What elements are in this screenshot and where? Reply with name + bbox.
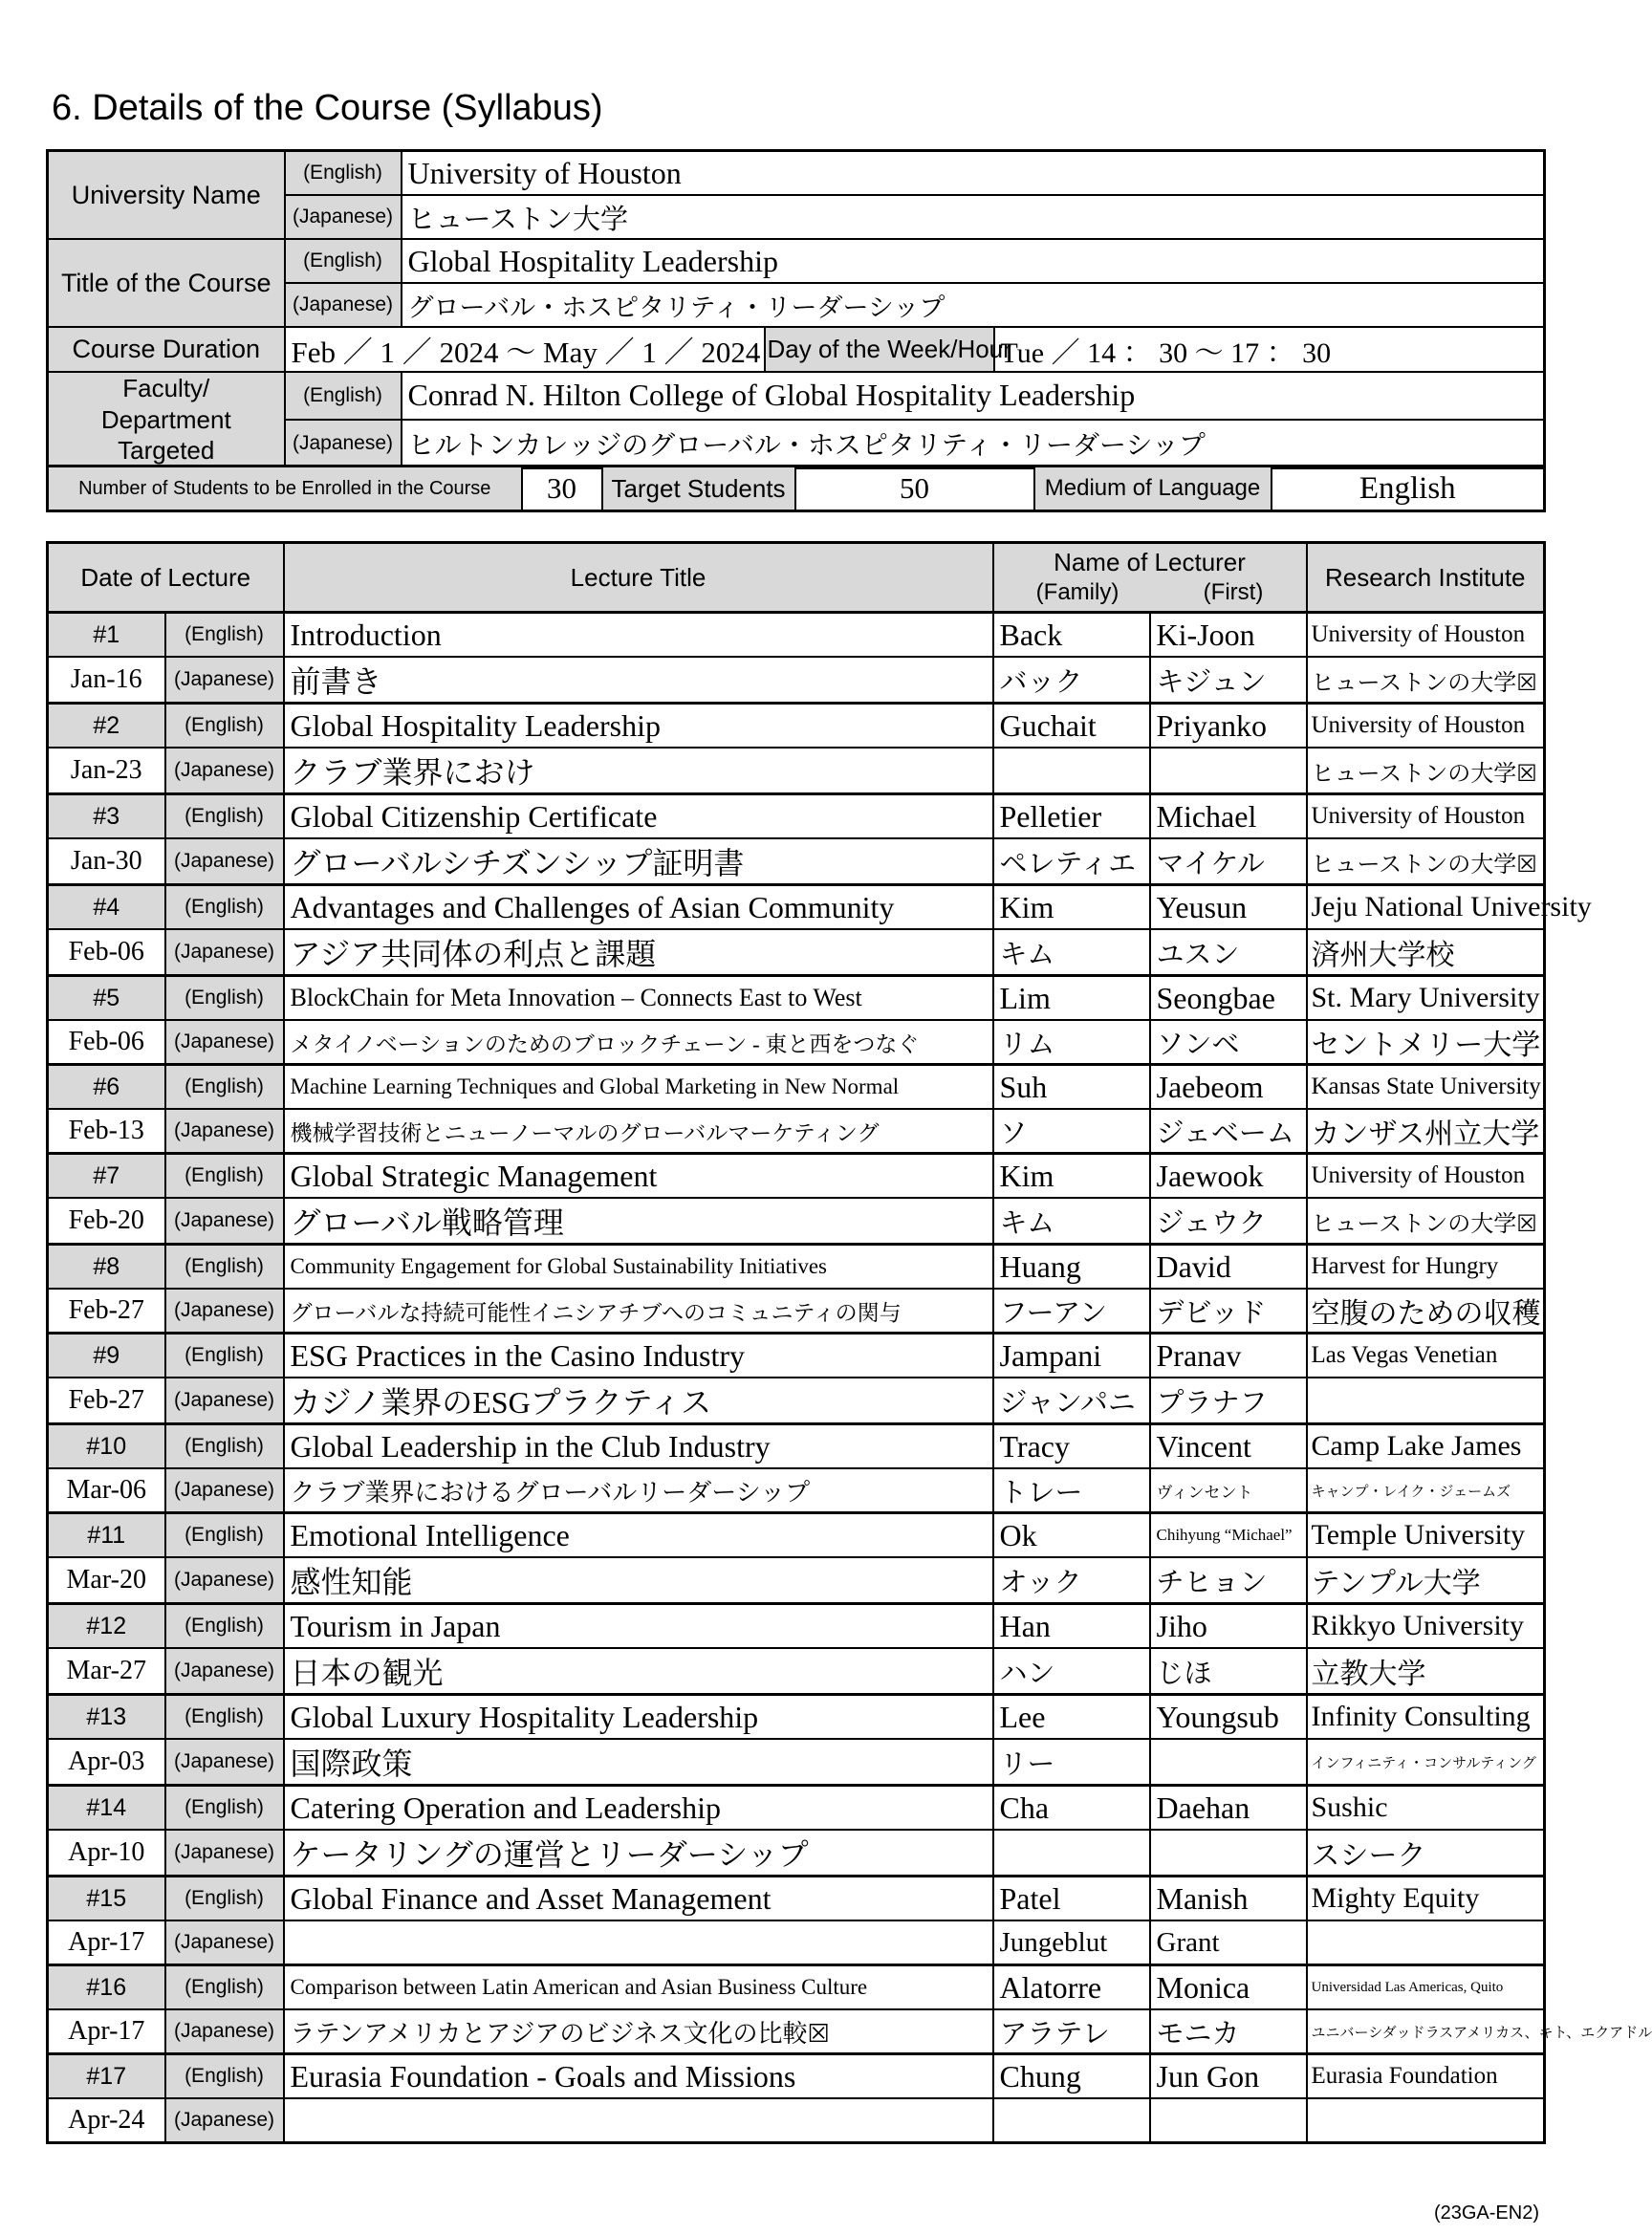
lecture-title-ja: 感性知能 <box>284 1557 993 1604</box>
english-tag: (English) <box>165 613 284 658</box>
research-institute-header: Research Institute <box>1307 543 1545 613</box>
japanese-tag: (Japanese) <box>165 2009 284 2054</box>
lecture-number: #7 <box>48 1154 165 1199</box>
lecturer-family-en: Lee <box>993 1695 1150 1740</box>
english-tag: (English) <box>285 151 402 196</box>
lecture-date: Apr-10 <box>48 1830 165 1877</box>
english-tag: (English) <box>165 976 284 1021</box>
lecturer-family-en: Han <box>993 1604 1150 1649</box>
lecture-number: #10 <box>48 1424 165 1469</box>
institute-en: Eurasia Foundation <box>1307 2054 1545 2099</box>
institute-ja: 立教大学 <box>1307 1648 1545 1695</box>
lecturer-first-en: Yeusun <box>1150 885 1307 930</box>
lecturer-family-ja: トレー <box>993 1468 1150 1513</box>
institute-en: Temple University <box>1307 1513 1545 1558</box>
english-tag: (English) <box>165 1154 284 1199</box>
english-tag: (English) <box>285 372 402 420</box>
lecturer-family-en: Cha <box>993 1786 1150 1831</box>
lecture-date: Apr-17 <box>48 2009 165 2054</box>
english-tag: (English) <box>165 794 284 839</box>
lecture-title-header: Lecture Title <box>284 543 993 613</box>
lecture-title-ja: 機械学習技術とニューノーマルのグローバルマーケティング <box>284 1109 993 1154</box>
english-tag: (English) <box>165 1786 284 1831</box>
lecture-title-ja: 前書き <box>284 657 993 704</box>
university-name-ja: ヒューストン大学 <box>402 195 1545 239</box>
lecture-row-ja <box>48 2098 1545 2143</box>
lecture-row-ja <box>48 1378 1545 1424</box>
lecturer-first-en: Ki-Joon <box>1150 613 1307 658</box>
lecture-row-en <box>48 613 1545 658</box>
lecture-number: #17 <box>48 2054 165 2099</box>
lecture-row-en <box>48 1154 1545 1199</box>
lecture-date: Apr-17 <box>48 1920 165 1965</box>
lecturer-first-ja: マイケル <box>1150 838 1307 885</box>
lecture-row-ja <box>48 2009 1545 2054</box>
lecture-date: Jan-30 <box>48 838 165 885</box>
lecturer-first-en: Michael <box>1150 794 1307 839</box>
lecture-row-ja <box>48 1289 1545 1334</box>
lecture-number: #1 <box>48 613 165 658</box>
lecture-title-en: Global Citizenship Certificate <box>284 794 993 839</box>
english-tag: (English) <box>165 1065 284 1110</box>
institute-ja: スシーク <box>1307 1830 1545 1877</box>
lecturer-family-en: Patel <box>993 1877 1150 1921</box>
institute-ja: ヒューストンの大学☒ <box>1307 748 1545 794</box>
lecture-row-en <box>48 1877 1545 1921</box>
lecture-title-en: Introduction <box>284 613 993 658</box>
lecturer-first-ja: ユスン <box>1150 929 1307 976</box>
lecturer-first-en: Chihyung “Michael” <box>1150 1513 1307 1558</box>
japanese-tag: (Japanese) <box>165 657 284 704</box>
lecture-date: Feb-27 <box>48 1378 165 1424</box>
lecture-row-ja <box>48 1830 1545 1877</box>
lecturer-family-en: Lim <box>993 976 1150 1021</box>
faculty-ja: ヒルトンカレッジのグローバル・ホスピタリティ・リーダーシップ <box>402 420 1545 467</box>
lecturer-first-ja <box>1150 1739 1307 1786</box>
lecturer-first-ja <box>1150 1830 1307 1877</box>
japanese-tag: (Japanese) <box>165 1648 284 1695</box>
english-tag: (English) <box>165 1695 284 1740</box>
institute-en: Kansas State University <box>1307 1065 1545 1110</box>
institute-ja: ヒューストンの大学☒ <box>1307 838 1545 885</box>
institute-ja <box>1307 1920 1545 1965</box>
lecture-row-en <box>48 1513 1545 1558</box>
lecturer-family-en: Alatorre <box>993 1965 1150 2010</box>
lecture-title-en: Global Finance and Asset Management <box>284 1877 993 1921</box>
lecture-date: Feb-13 <box>48 1109 165 1154</box>
family-header: (Family) <box>1035 579 1119 605</box>
course-title-ja: グローバル・ホスピタリティ・リーダーシップ <box>402 283 1545 327</box>
lecture-row-ja <box>48 1920 1545 1965</box>
lecturer-first-ja: ジェウク <box>1150 1198 1307 1245</box>
day-hour-value: Tue ／ 14 ： 30 ～ 17 ： 30 <box>994 327 1545 372</box>
lecture-row-ja <box>48 1109 1545 1154</box>
lecturer-header-label: Name of Lecturer <box>1054 548 1246 576</box>
faculty-label: Faculty/ Department Targeted <box>48 372 285 467</box>
lecture-title-ja: カジノ業界のESGプラクティス <box>284 1378 993 1424</box>
lecture-title-ja: クラブ業界におけ <box>284 748 993 794</box>
lecturer-family-en: Suh <box>993 1065 1150 1110</box>
lecture-title-en: Eurasia Foundation - Goals and Missions <box>284 2054 993 2099</box>
institute-en: Camp Lake James <box>1307 1424 1545 1469</box>
japanese-tag: (Japanese) <box>165 1920 284 1965</box>
institute-en: Universidad Las Americas, Quito <box>1307 1965 1545 2010</box>
lecture-title-en: Emotional Intelligence <box>284 1513 993 1558</box>
english-tag: (English) <box>165 1424 284 1469</box>
english-tag: (English) <box>165 1334 284 1378</box>
lecture-row-ja <box>48 1198 1545 1245</box>
institute-ja: キャンプ・レイク・ジェームズ <box>1307 1468 1545 1513</box>
lecture-title-en: BlockChain for Meta Innovation – Connects East to West <box>284 976 993 1021</box>
lecturer-family-ja <box>993 1830 1150 1877</box>
lecture-title-ja: グローバル戦略管理 <box>284 1198 993 1245</box>
course-duration-label: Course Duration <box>48 327 285 372</box>
lecturer-family-ja: ジャンパニ <box>993 1378 1150 1424</box>
institute-ja: ユニバーシダッドラスアメリカス、キト、エクアドル <box>1307 2009 1545 2054</box>
lecture-row-en <box>48 2054 1545 2099</box>
lecturer-first-ja: デビッド <box>1150 1289 1307 1334</box>
lecturer-name-header <box>993 543 1307 613</box>
lecturer-first-ja: じほ <box>1150 1648 1307 1695</box>
lecturer-first-en: Seongbae <box>1150 976 1307 1021</box>
lecturer-first-en: Daehan <box>1150 1786 1307 1831</box>
lecture-number: #6 <box>48 1065 165 1110</box>
institute-en: Rikkyo University <box>1307 1604 1545 1649</box>
english-tag: (English) <box>165 1604 284 1649</box>
japanese-tag: (Japanese) <box>285 195 402 239</box>
institute-ja <box>1307 1378 1545 1424</box>
date-of-lecture-header: Date of Lecture <box>48 543 284 613</box>
institute-en: St. Mary University <box>1307 976 1545 1021</box>
lecturer-first-ja: ソンベ <box>1150 1020 1307 1065</box>
lecture-row-ja <box>48 929 1545 976</box>
lecture-number: #13 <box>48 1695 165 1740</box>
lecture-row-en <box>48 1786 1545 1831</box>
lecturer-family-ja: Jungeblut <box>993 1920 1150 1965</box>
lecture-row-ja <box>48 1739 1545 1786</box>
lecture-title-ja: 国際政策 <box>284 1739 993 1786</box>
medium-language-value: English <box>1272 467 1545 511</box>
lecture-title-ja: ラテンアメリカとアジアのビジネス文化の比較☒ <box>284 2009 993 2054</box>
lecture-date: Apr-03 <box>48 1739 165 1786</box>
lecture-title-ja: グローバルな持続可能性イニシアチブへのコミュニティの関与 <box>284 1289 993 1334</box>
lecturer-family-ja: ハン <box>993 1648 1150 1695</box>
institute-ja: テンプル大学 <box>1307 1557 1545 1604</box>
lecturer-first-ja: ジェベーム <box>1150 1109 1307 1154</box>
institute-en: University of Houston <box>1307 794 1545 839</box>
japanese-tag: (Japanese) <box>165 1020 284 1065</box>
japanese-tag: (Japanese) <box>165 748 284 794</box>
japanese-tag: (Japanese) <box>165 2098 284 2143</box>
lecture-title-en: Global Leadership in the Club Industry <box>284 1424 993 1469</box>
lecture-row-en <box>48 1424 1545 1469</box>
lecture-title-en: Community Engagement for Global Sustainability Initiatives <box>284 1245 993 1290</box>
course-duration-value: Feb ／ 1 ／ 2024 ～ May ／ 1 ／ 2024 <box>285 327 765 372</box>
institute-en: Jeju National University <box>1307 885 1545 930</box>
lecturer-first-en: Vincent <box>1150 1424 1307 1469</box>
lecture-row-en <box>48 1695 1545 1740</box>
lecturer-family-en: Huang <box>993 1245 1150 1290</box>
first-header: (First) <box>1203 579 1264 605</box>
lecturer-first-ja: Grant <box>1150 1920 1307 1965</box>
lecturer-family-ja: キム <box>993 1198 1150 1245</box>
english-tag: (English) <box>165 704 284 749</box>
lecturer-first-ja <box>1150 748 1307 794</box>
lecture-number: #12 <box>48 1604 165 1649</box>
lecturer-family-en: Back <box>993 613 1150 658</box>
institute-ja: ヒューストンの大学☒ <box>1307 657 1545 704</box>
lecture-title-ja: 日本の観光 <box>284 1648 993 1695</box>
lecture-row-en <box>48 1604 1545 1649</box>
lecturer-family-en: Chung <box>993 2054 1150 2099</box>
english-tag: (English) <box>165 885 284 930</box>
lecture-title-ja: グローバルシチズンシップ証明書 <box>284 838 993 885</box>
lecturer-family-en: Pelletier <box>993 794 1150 839</box>
lecture-date: Mar-06 <box>48 1468 165 1513</box>
lecture-title-en: ESG Practices in the Casino Industry <box>284 1334 993 1378</box>
lecture-date: Feb-06 <box>48 1020 165 1065</box>
university-name-en: University of Houston <box>402 151 1545 196</box>
institute-ja <box>1307 2098 1545 2143</box>
lecture-number: #15 <box>48 1877 165 1921</box>
lecture-title-ja: アジア共同体の利点と課題 <box>284 929 993 976</box>
english-tag: (English) <box>165 1513 284 1558</box>
lecturer-first-en: Jaebeom <box>1150 1065 1307 1110</box>
lecturer-first-en: Manish <box>1150 1877 1307 1921</box>
footer-code: (23GA-EN2) <box>1433 2202 1539 2224</box>
medium-language-label: Medium of Language <box>1034 467 1272 511</box>
lecture-date: Jan-23 <box>48 748 165 794</box>
lecture-row-en <box>48 1334 1545 1378</box>
lecturer-family-ja: フーアン <box>993 1289 1150 1334</box>
institute-en: Harvest for Hungry <box>1307 1245 1545 1290</box>
lecture-row-ja <box>48 1468 1545 1513</box>
lecture-row-ja <box>48 748 1545 794</box>
lecture-title-ja <box>284 2098 993 2143</box>
lecture-title-ja: ケータリングの運営とリーダーシップ <box>284 1830 993 1877</box>
lecture-row-ja <box>48 1020 1545 1065</box>
lecture-title-en: Global Strategic Management <box>284 1154 993 1199</box>
course-title-label: Title of the Course <box>48 239 285 327</box>
japanese-tag: (Japanese) <box>165 1830 284 1877</box>
lecturer-family-en: Kim <box>993 1154 1150 1199</box>
english-tag: (English) <box>165 1877 284 1921</box>
lecturer-first-en: Youngsub <box>1150 1695 1307 1740</box>
japanese-tag: (Japanese) <box>165 1739 284 1786</box>
lecture-row-en <box>48 1965 1545 2010</box>
lecturer-family-ja: リー <box>993 1739 1150 1786</box>
lecturer-family-ja: ソ <box>993 1109 1150 1154</box>
japanese-tag: (Japanese) <box>165 1109 284 1154</box>
lecture-row-en <box>48 976 1545 1021</box>
institute-ja: 済州大学校 <box>1307 929 1545 976</box>
lecture-number: #2 <box>48 704 165 749</box>
institute-en: Infinity Consulting <box>1307 1695 1545 1740</box>
lecture-row-ja <box>48 838 1545 885</box>
lecture-title-ja: クラブ業界におけるグローバルリーダーシップ <box>284 1468 993 1513</box>
lecture-row-ja <box>48 657 1545 704</box>
lecture-number: #9 <box>48 1334 165 1378</box>
lecturer-family-ja: キム <box>993 929 1150 976</box>
institute-en: University of Houston <box>1307 704 1545 749</box>
lecturer-family-ja: リム <box>993 1020 1150 1065</box>
institute-en: Mighty Equity <box>1307 1877 1545 1921</box>
num-students-label: Number of Students to be Enrolled in the Course <box>48 467 522 511</box>
lecture-title-en: Global Hospitality Leadership <box>284 704 993 749</box>
lecturer-first-en: David <box>1150 1245 1307 1290</box>
target-students-value: 50 <box>795 467 1034 511</box>
japanese-tag: (Japanese) <box>165 838 284 885</box>
lecturer-family-ja <box>993 748 1150 794</box>
lecturer-first-ja: ヴィンセント <box>1150 1468 1307 1513</box>
institute-ja: ヒューストンの大学☒ <box>1307 1198 1545 1245</box>
lecture-row-en <box>48 704 1545 749</box>
japanese-tag: (Japanese) <box>165 1198 284 1245</box>
lecture-number: #16 <box>48 1965 165 2010</box>
lecture-date: Mar-20 <box>48 1557 165 1604</box>
lecture-title-ja: メタイノベーションのためのブロックチェーン - 東と西をつなぐ <box>284 1020 993 1065</box>
lecturer-first-en: Jaewook <box>1150 1154 1307 1199</box>
lecture-schedule-table <box>46 541 1652 2144</box>
lecturer-family-en: Tracy <box>993 1424 1150 1469</box>
day-of-week-label: Day of the Week/Hour <box>765 327 994 372</box>
lecture-number: #14 <box>48 1786 165 1831</box>
page-title: 6. Details of the Course (Syllabus) <box>52 88 603 128</box>
lecture-date: Feb-27 <box>48 1289 165 1334</box>
lecture-row-en <box>48 1245 1545 1290</box>
lecture-number: #4 <box>48 885 165 930</box>
num-students-value: 30 <box>522 467 602 511</box>
japanese-tag: (Japanese) <box>165 1468 284 1513</box>
institute-ja: カンザス州立大学 <box>1307 1109 1545 1154</box>
lecture-date: Mar-27 <box>48 1648 165 1695</box>
japanese-tag: (Japanese) <box>285 283 402 327</box>
enrollment-table <box>46 465 1546 512</box>
institute-en: University of Houston <box>1307 613 1545 658</box>
lecturer-family-ja: バック <box>993 657 1150 704</box>
lecturer-family-ja: オック <box>993 1557 1150 1604</box>
lecturer-first-en: Jiho <box>1150 1604 1307 1649</box>
english-tag: (English) <box>165 1245 284 1290</box>
lecturer-first-ja: キジュン <box>1150 657 1307 704</box>
lecturer-first-ja <box>1150 2098 1307 2143</box>
japanese-tag: (Japanese) <box>165 929 284 976</box>
lecturer-family-ja: アラテレ <box>993 2009 1150 2054</box>
lecture-title-en: Machine Learning Techniques and Global Marketing in New Normal <box>284 1065 993 1110</box>
institute-ja: セントメリー大学 <box>1307 1020 1545 1065</box>
institute-en: Las Vegas Venetian <box>1307 1334 1545 1378</box>
japanese-tag: (Japanese) <box>165 1378 284 1424</box>
institute-ja: インフィニティ・コンサルティング <box>1307 1739 1545 1786</box>
lecturer-first-en: Priyanko <box>1150 704 1307 749</box>
lecture-row-ja <box>48 1648 1545 1695</box>
lecture-title-ja <box>284 1920 993 1965</box>
institute-en: University of Houston <box>1307 1154 1545 1199</box>
english-tag: (English) <box>165 2054 284 2099</box>
english-tag: (English) <box>285 239 402 283</box>
lecture-date: Feb-06 <box>48 929 165 976</box>
lecturer-first-ja: プラナフ <box>1150 1378 1307 1424</box>
lecture-number: #8 <box>48 1245 165 1290</box>
japanese-tag: (Japanese) <box>165 1557 284 1604</box>
lecturer-family-en: Kim <box>993 885 1150 930</box>
lecturer-first-ja: モニカ <box>1150 2009 1307 2054</box>
lecturer-family-ja: ペレティエ <box>993 838 1150 885</box>
lecture-title-en: Global Luxury Hospitality Leadership <box>284 1695 993 1740</box>
lecturer-family-en: Jampani <box>993 1334 1150 1378</box>
lecture-row-ja <box>48 1557 1545 1604</box>
course-title-en: Global Hospitality Leadership <box>402 239 1545 283</box>
lecturer-first-en: Jun Gon <box>1150 2054 1307 2099</box>
institute-en: Sushic <box>1307 1786 1545 1831</box>
english-tag: (English) <box>165 1965 284 2010</box>
lecturer-first-ja: チヒョン <box>1150 1557 1307 1604</box>
lecturer-family-ja <box>993 2098 1150 2143</box>
lecture-number: #5 <box>48 976 165 1021</box>
lecture-row-en <box>48 885 1545 930</box>
lecture-row-en <box>48 794 1545 839</box>
lecture-title-en: Comparison between Latin American and Asian Business Culture <box>284 1965 993 2010</box>
lecturer-family-en: Ok <box>993 1513 1150 1558</box>
university-name-label: University Name <box>48 151 285 240</box>
faculty-en: Conrad N. Hilton College of Global Hospitality Leadership <box>402 372 1545 420</box>
institute-ja: 空腹のための収穫 <box>1307 1289 1545 1334</box>
japanese-tag: (Japanese) <box>165 1289 284 1334</box>
course-info-table <box>46 149 1546 469</box>
lecturer-first-en: Monica <box>1150 1965 1307 2010</box>
lecture-date: Apr-24 <box>48 2098 165 2143</box>
lecturer-family-en: Guchait <box>993 704 1150 749</box>
lecture-date: Feb-20 <box>48 1198 165 1245</box>
lecture-number: #11 <box>48 1513 165 1558</box>
lecture-date: Jan-16 <box>48 657 165 704</box>
lecture-title-en: Catering Operation and Leadership <box>284 1786 993 1831</box>
lecture-number: #3 <box>48 794 165 839</box>
lecture-title-en: Advantages and Challenges of Asian Community <box>284 885 993 930</box>
lecture-row-en <box>48 1065 1545 1110</box>
target-students-label: Target Students <box>602 467 795 511</box>
japanese-tag: (Japanese) <box>285 420 402 467</box>
lecture-title-en: Tourism in Japan <box>284 1604 993 1649</box>
lecturer-first-en: Pranav <box>1150 1334 1307 1378</box>
